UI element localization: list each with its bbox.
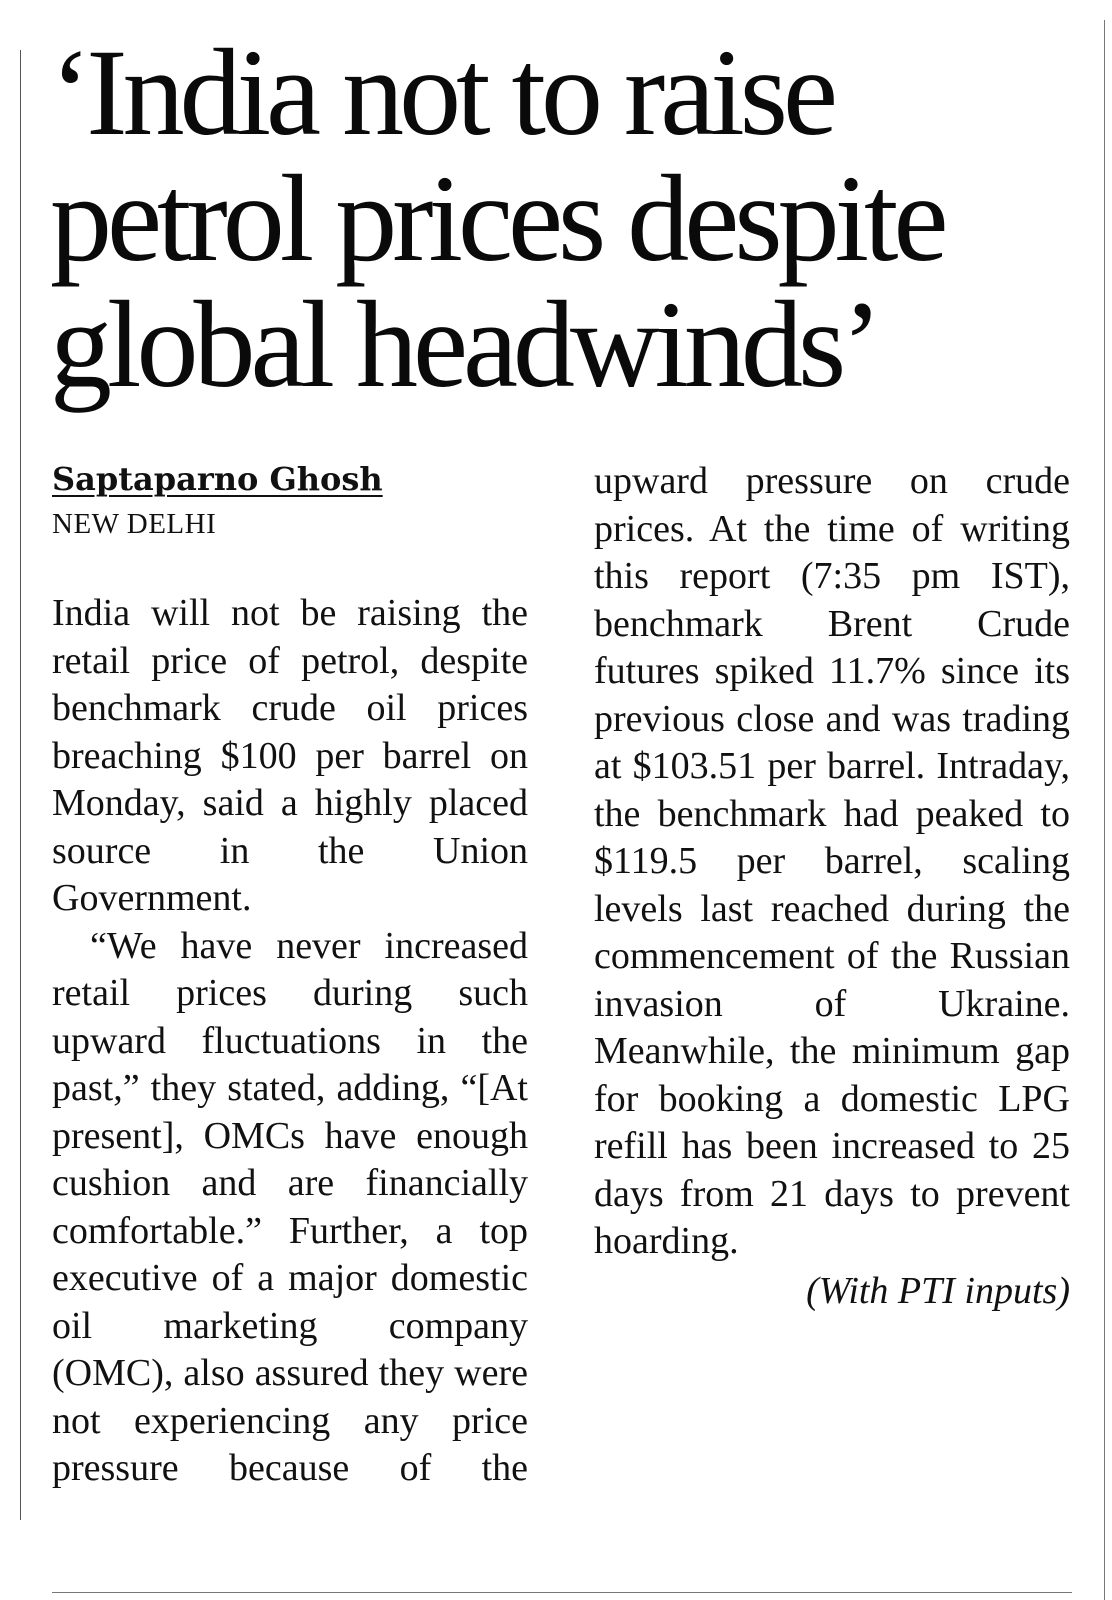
right-page-rule — [1104, 20, 1105, 1600]
headline: ‘India not to raise petrol prices despite global headwinds’ — [50, 24, 944, 413]
dateline: NEW DELHI — [52, 508, 217, 540]
bottom-rule — [52, 1592, 1072, 1593]
credit-line: (With PTI inputs) — [806, 1269, 1070, 1312]
left-column-rule — [20, 50, 21, 1520]
paragraph-body: “We have never increased retail prices during such upward fluctuations in the past,” they stated, adding, “[At present], OMCs have enough cushion and are financially comfortable.” Further, a top executive of a major domestic oil marketing company (OMC), also assured they were not experiencing any price pressure because of the upward pressure on crude prices. At the time of writing this report (7:35 pm IST), benchmark Brent Crude futures spiked 11.7% since its previous close and was trading at $103.51 per barrel. Intraday, the benchmark had peaked to $119.5 per barrel, scaling levels last reached during the commencement of the Russian invasion of Ukraine. Meanwhile, the minimum gap for booking a domestic LPG refill has been increased to 25 days from 21 days to prevent hoarding. — [52, 460, 1070, 1489]
byline[interactable]: Saptaparno Ghosh — [52, 460, 383, 498]
paragraph-lead: India will not be raising the retail price of petrol, despite benchmark crude oil prices breaching $100 per barrel on Monday, said a highly placed source in the Union Government. — [52, 592, 528, 919]
article-body — [52, 458, 1070, 1518]
